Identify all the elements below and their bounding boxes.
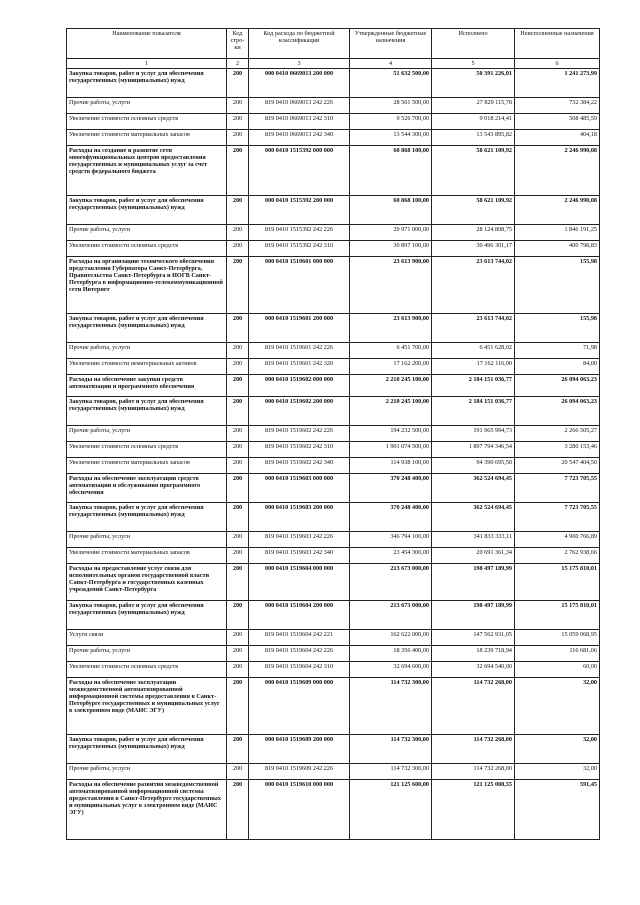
row-budget-code: 819 0410 1519602 242 226 bbox=[249, 426, 350, 442]
row-name: Расходы на обеспечение эксплуатации межведомственной автоматизированной информационной системы предоставления в Санкт-Петербурге государственных и муниципальных услуг в электронном виде (МАИС ЭГУ) bbox=[67, 678, 227, 735]
table-row bbox=[67, 146, 600, 196]
row-line-code: 200 bbox=[227, 130, 249, 146]
row-line-code: 200 bbox=[227, 474, 249, 503]
table-row bbox=[67, 630, 600, 646]
row-executed-amount: 2 184 151 036,77 bbox=[432, 375, 515, 397]
row-line-code: 200 bbox=[227, 241, 249, 257]
row-line-code: 200 bbox=[227, 314, 249, 343]
row-approved-amount: 194 232 500,00 bbox=[350, 426, 432, 442]
row-unexecuted-amount: 26 094 063,23 bbox=[515, 375, 600, 397]
row-budget-code: 000 0410 0669013 200 000 bbox=[249, 69, 350, 98]
row-approved-amount: 23 454 300,00 bbox=[350, 548, 432, 564]
row-budget-code: 819 0410 1515392 242 226 bbox=[249, 225, 350, 241]
row-executed-amount: 198 497 189,99 bbox=[432, 564, 515, 601]
row-approved-amount: 213 673 000,00 bbox=[350, 564, 432, 601]
row-line-code: 200 bbox=[227, 442, 249, 458]
row-budget-code: 819 0410 1519604 242 226 bbox=[249, 646, 350, 662]
row-budget-code: 819 0410 1519601 242 226 bbox=[249, 343, 350, 359]
table-row bbox=[67, 780, 600, 840]
row-approved-amount: 60 868 100,00 bbox=[350, 146, 432, 196]
header-indicator-name: Наименование показателя bbox=[67, 29, 227, 59]
table-row bbox=[67, 601, 600, 630]
row-line-code: 200 bbox=[227, 375, 249, 397]
row-executed-amount: 121 125 008,55 bbox=[432, 780, 515, 840]
row-line-code: 200 bbox=[227, 601, 249, 630]
row-name: Закупка товаров, работ и услуг для обеспечения государственных (муниципальных) нужд bbox=[67, 735, 227, 764]
row-unexecuted-amount: 4 960 766,89 bbox=[515, 532, 600, 548]
row-line-code: 200 bbox=[227, 114, 249, 130]
row-executed-amount: 18 239 718,94 bbox=[432, 646, 515, 662]
row-name: Закупка товаров, работ и услуг для обеспечения государственных (муниципальных) нужд bbox=[67, 314, 227, 343]
table-row bbox=[67, 458, 600, 474]
row-executed-amount: 30 496 301,17 bbox=[432, 241, 515, 257]
row-executed-amount: 20 691 361,34 bbox=[432, 548, 515, 564]
table-row bbox=[67, 564, 600, 601]
table-row bbox=[67, 196, 600, 225]
row-unexecuted-amount: 7 723 705,55 bbox=[515, 474, 600, 503]
row-approved-amount: 162 622 000,00 bbox=[350, 630, 432, 646]
row-executed-amount: 13 543 895,82 bbox=[432, 130, 515, 146]
row-executed-amount: 50 391 226,01 bbox=[432, 69, 515, 98]
row-name: Увеличение стоимости материальных запасов bbox=[67, 130, 227, 146]
budget-execution-table bbox=[66, 28, 600, 840]
row-executed-amount: 114 732 268,00 bbox=[432, 764, 515, 780]
row-executed-amount: 114 732 268,00 bbox=[432, 678, 515, 735]
row-budget-code: 819 0410 1519602 242 310 bbox=[249, 442, 350, 458]
row-executed-amount: 23 613 744,02 bbox=[432, 257, 515, 314]
row-budget-code: 819 0410 0669013 242 340 bbox=[249, 130, 350, 146]
header-unexecuted-appropriations: Неисполненные назначения bbox=[515, 29, 600, 59]
row-unexecuted-amount: 32,00 bbox=[515, 678, 600, 735]
row-line-code: 200 bbox=[227, 678, 249, 735]
header-approved-appropriations: Утвержденные бюджетные назначения bbox=[350, 29, 432, 59]
row-executed-amount: 362 524 694,45 bbox=[432, 503, 515, 532]
row-approved-amount: 32 694 600,00 bbox=[350, 662, 432, 678]
row-unexecuted-amount: 155,98 bbox=[515, 257, 600, 314]
row-executed-amount: 362 524 694,45 bbox=[432, 474, 515, 503]
row-approved-amount: 17 162 200,00 bbox=[350, 359, 432, 375]
row-name: Расходы на создание и развитие сети многофункциональных центров предоставления государственных и муниципальных услуг за счет средств федерального бюджета bbox=[67, 146, 227, 196]
row-line-code: 200 bbox=[227, 630, 249, 646]
row-name: Увеличение стоимости нематериальных активов bbox=[67, 359, 227, 375]
row-line-code: 200 bbox=[227, 548, 249, 564]
row-line-code: 200 bbox=[227, 397, 249, 426]
table-body bbox=[67, 69, 600, 840]
row-executed-amount: 27 829 115,78 bbox=[432, 98, 515, 114]
row-line-code: 200 bbox=[227, 69, 249, 98]
table-row bbox=[67, 130, 600, 146]
row-budget-code: 000 0410 1519603 000 000 bbox=[249, 474, 350, 503]
row-unexecuted-amount: 32,00 bbox=[515, 735, 600, 764]
row-budget-code: 819 0410 1519604 242 310 bbox=[249, 662, 350, 678]
table-row bbox=[67, 225, 600, 241]
table-row bbox=[67, 359, 600, 375]
row-line-code: 200 bbox=[227, 343, 249, 359]
row-executed-amount: 1 897 794 346,54 bbox=[432, 442, 515, 458]
row-executed-amount: 58 621 109,92 bbox=[432, 196, 515, 225]
row-approved-amount: 114 938 100,00 bbox=[350, 458, 432, 474]
row-approved-amount: 9 526 700,00 bbox=[350, 114, 432, 130]
table-row bbox=[67, 678, 600, 735]
column-number: 6 bbox=[515, 59, 600, 69]
row-unexecuted-amount: 155,98 bbox=[515, 314, 600, 343]
row-executed-amount: 28 124 808,75 bbox=[432, 225, 515, 241]
row-budget-code: 000 0410 1519602 000 000 bbox=[249, 375, 350, 397]
row-unexecuted-amount: 15 175 810,01 bbox=[515, 601, 600, 630]
row-budget-code: 000 0410 1515392 000 000 bbox=[249, 146, 350, 196]
table-row bbox=[67, 532, 600, 548]
row-line-code: 200 bbox=[227, 503, 249, 532]
row-approved-amount: 2 210 245 100,00 bbox=[350, 375, 432, 397]
row-unexecuted-amount: 591,45 bbox=[515, 780, 600, 840]
row-approved-amount: 370 248 400,00 bbox=[350, 474, 432, 503]
row-executed-amount: 198 497 189,99 bbox=[432, 601, 515, 630]
table-row bbox=[67, 474, 600, 503]
row-unexecuted-amount: 71,98 bbox=[515, 343, 600, 359]
row-executed-amount: 114 732 268,00 bbox=[432, 735, 515, 764]
row-unexecuted-amount: 508 485,59 bbox=[515, 114, 600, 130]
row-name: Прочие работы, услуги bbox=[67, 98, 227, 114]
header-budget-classification-code: Код расхода по бюджетной классификации bbox=[249, 29, 350, 59]
row-executed-amount: 94 390 695,50 bbox=[432, 458, 515, 474]
row-unexecuted-amount: 32,00 bbox=[515, 764, 600, 780]
row-unexecuted-amount: 7 723 705,55 bbox=[515, 503, 600, 532]
row-unexecuted-amount: 84,00 bbox=[515, 359, 600, 375]
row-executed-amount: 23 613 744,02 bbox=[432, 314, 515, 343]
row-approved-amount: 114 732 300,00 bbox=[350, 764, 432, 780]
row-name: Увеличение стоимости материальных запасов bbox=[67, 548, 227, 564]
table-row bbox=[67, 69, 600, 98]
row-budget-code: 819 0410 0669013 242 310 bbox=[249, 114, 350, 130]
row-executed-amount: 58 621 109,92 bbox=[432, 146, 515, 196]
row-approved-amount: 23 613 900,00 bbox=[350, 314, 432, 343]
row-line-code: 200 bbox=[227, 458, 249, 474]
row-budget-code: 000 0410 1519610 000 000 bbox=[249, 780, 350, 840]
row-line-code: 200 bbox=[227, 532, 249, 548]
row-line-code: 200 bbox=[227, 780, 249, 840]
row-executed-amount: 191 965 994,73 bbox=[432, 426, 515, 442]
row-approved-amount: 23 613 900,00 bbox=[350, 257, 432, 314]
row-line-code: 200 bbox=[227, 564, 249, 601]
row-name: Закупка товаров, работ и услуг для обеспечения государственных (муниципальных) нужд bbox=[67, 503, 227, 532]
table-row bbox=[67, 442, 600, 458]
row-approved-amount: 18 356 400,00 bbox=[350, 646, 432, 662]
row-approved-amount: 1 901 074 500,00 bbox=[350, 442, 432, 458]
row-name: Прочие работы, услуги bbox=[67, 532, 227, 548]
row-budget-code: 000 0410 1519601 200 000 bbox=[249, 314, 350, 343]
row-executed-amount: 9 018 214,41 bbox=[432, 114, 515, 130]
row-line-code: 200 bbox=[227, 662, 249, 678]
row-approved-amount: 370 248 400,00 bbox=[350, 503, 432, 532]
row-executed-amount: 2 184 151 036,77 bbox=[432, 397, 515, 426]
row-budget-code: 819 0410 1519601 242 320 bbox=[249, 359, 350, 375]
row-executed-amount: 32 694 540,00 bbox=[432, 662, 515, 678]
column-number-row bbox=[67, 59, 600, 69]
row-unexecuted-amount: 15 059 068,95 bbox=[515, 630, 600, 646]
table-row bbox=[67, 662, 600, 678]
table-row bbox=[67, 646, 600, 662]
row-approved-amount: 28 561 500,00 bbox=[350, 98, 432, 114]
row-name: Прочие работы, услуги bbox=[67, 343, 227, 359]
row-approved-amount: 2 210 245 100,00 bbox=[350, 397, 432, 426]
table-row bbox=[67, 735, 600, 764]
table-row bbox=[67, 764, 600, 780]
row-name: Расходы на организацию технического обеспечения представления Губернатора Санкт-Петербурга, Правительства Санкт-Петербурга и ИОГВ Санкт-Петербурга в информационно-телекоммуникационной сети Интернет bbox=[67, 257, 227, 314]
row-name: Увеличение стоимости основных средств bbox=[67, 114, 227, 130]
row-approved-amount: 51 632 500,00 bbox=[350, 69, 432, 98]
table-row bbox=[67, 114, 600, 130]
row-unexecuted-amount: 400 798,83 bbox=[515, 241, 600, 257]
table-row bbox=[67, 343, 600, 359]
row-budget-code: 819 0410 1519603 242 226 bbox=[249, 532, 350, 548]
row-line-code: 200 bbox=[227, 426, 249, 442]
row-budget-code: 000 0410 1519603 200 000 bbox=[249, 503, 350, 532]
table-row bbox=[67, 241, 600, 257]
row-unexecuted-amount: 2 762 938,66 bbox=[515, 548, 600, 564]
row-executed-amount: 147 562 931,05 bbox=[432, 630, 515, 646]
column-number: 2 bbox=[227, 59, 249, 69]
row-budget-code: 819 0410 1519603 242 340 bbox=[249, 548, 350, 564]
row-unexecuted-amount: 60,00 bbox=[515, 662, 600, 678]
row-approved-amount: 346 794 100,00 bbox=[350, 532, 432, 548]
table-row bbox=[67, 426, 600, 442]
row-approved-amount: 6 451 700,00 bbox=[350, 343, 432, 359]
row-unexecuted-amount: 732 384,22 bbox=[515, 98, 600, 114]
row-name: Закупка товаров, работ и услуг для обеспечения государственных (муниципальных) нужд bbox=[67, 196, 227, 225]
row-line-code: 200 bbox=[227, 225, 249, 241]
row-name: Расходы на обеспечение эксплуатации средств автоматизации и обслуживания программного обеспечения bbox=[67, 474, 227, 503]
row-unexecuted-amount: 15 175 810,01 bbox=[515, 564, 600, 601]
row-budget-code: 819 0410 1515392 242 310 bbox=[249, 241, 350, 257]
header-line-code: Код стро-ки bbox=[227, 29, 249, 59]
row-line-code: 200 bbox=[227, 735, 249, 764]
row-unexecuted-amount: 3 280 153,46 bbox=[515, 442, 600, 458]
row-budget-code: 000 0410 1519604 000 000 bbox=[249, 564, 350, 601]
row-unexecuted-amount: 2 246 990,08 bbox=[515, 146, 600, 196]
row-budget-code: 819 0410 1519604 242 221 bbox=[249, 630, 350, 646]
row-name: Закупка товаров, работ и услуг для обеспечения государственных (муниципальных) нужд bbox=[67, 69, 227, 98]
header-executed: Исполнено bbox=[432, 29, 515, 59]
table-row bbox=[67, 375, 600, 397]
row-approved-amount: 29 971 000,00 bbox=[350, 225, 432, 241]
row-approved-amount: 114 732 300,00 bbox=[350, 735, 432, 764]
row-line-code: 200 bbox=[227, 257, 249, 314]
row-unexecuted-amount: 2 266 505,27 bbox=[515, 426, 600, 442]
column-number: 5 bbox=[432, 59, 515, 69]
row-approved-amount: 30 897 100,00 bbox=[350, 241, 432, 257]
row-unexecuted-amount: 1 241 273,99 bbox=[515, 69, 600, 98]
row-approved-amount: 213 673 000,00 bbox=[350, 601, 432, 630]
table-row bbox=[67, 98, 600, 114]
row-budget-code: 819 0410 1519602 242 340 bbox=[249, 458, 350, 474]
row-budget-code: 000 0410 1519601 000 000 bbox=[249, 257, 350, 314]
row-budget-code: 000 0410 1519602 200 000 bbox=[249, 397, 350, 426]
table-row bbox=[67, 503, 600, 532]
row-budget-code: 000 0410 1519609 200 000 bbox=[249, 735, 350, 764]
row-name: Прочие работы, услуги bbox=[67, 225, 227, 241]
row-executed-amount: 6 451 628,02 bbox=[432, 343, 515, 359]
table-row bbox=[67, 397, 600, 426]
row-name: Услуги связи bbox=[67, 630, 227, 646]
row-line-code: 200 bbox=[227, 764, 249, 780]
table-row bbox=[67, 257, 600, 314]
row-approved-amount: 114 732 300,00 bbox=[350, 678, 432, 735]
row-name: Прочие работы, услуги bbox=[67, 764, 227, 780]
row-name: Увеличение стоимости материальных запасов bbox=[67, 458, 227, 474]
row-name: Увеличение стоимости основных средств bbox=[67, 442, 227, 458]
row-name: Увеличение стоимости основных средств bbox=[67, 241, 227, 257]
row-budget-code: 819 0410 1519609 242 226 bbox=[249, 764, 350, 780]
row-name: Расходы на предоставление услуг связи для исполнительных органов государственной власти Санкт-Петербурга и государственных казенных учреждений Санкт-Петербурга bbox=[67, 564, 227, 601]
row-executed-amount: 17 162 116,00 bbox=[432, 359, 515, 375]
row-unexecuted-amount: 26 094 063,23 bbox=[515, 397, 600, 426]
column-number: 1 bbox=[67, 59, 227, 69]
row-approved-amount: 121 125 600,00 bbox=[350, 780, 432, 840]
table-header-row bbox=[67, 29, 600, 59]
table-row bbox=[67, 548, 600, 564]
table-row bbox=[67, 314, 600, 343]
row-approved-amount: 60 868 100,00 bbox=[350, 196, 432, 225]
column-number: 3 bbox=[249, 59, 350, 69]
row-name: Расходы на обеспечение закупки средств автоматизации и программного обеспечения bbox=[67, 375, 227, 397]
row-name: Расходы на обеспечение развития межведомственной автоматизированной информационной системы предоставления в Санкт-Петербурге государственных и муниципальных услуг в электронном виде (МАИС ЭГУ) bbox=[67, 780, 227, 840]
row-budget-code: 000 0410 1519609 000 000 bbox=[249, 678, 350, 735]
row-budget-code: 000 0410 1515392 200 000 bbox=[249, 196, 350, 225]
row-approved-amount: 13 544 300,00 bbox=[350, 130, 432, 146]
column-number: 4 bbox=[350, 59, 432, 69]
row-unexecuted-amount: 2 246 990,08 bbox=[515, 196, 600, 225]
row-unexecuted-amount: 116 681,06 bbox=[515, 646, 600, 662]
row-name: Прочие работы, услуги bbox=[67, 646, 227, 662]
row-name: Прочие работы, услуги bbox=[67, 426, 227, 442]
row-name: Закупка товаров, работ и услуг для обеспечения государственных (муниципальных) нужд bbox=[67, 397, 227, 426]
row-unexecuted-amount: 1 846 191,25 bbox=[515, 225, 600, 241]
row-name: Увеличение стоимости основных средств bbox=[67, 662, 227, 678]
row-unexecuted-amount: 404,18 bbox=[515, 130, 600, 146]
row-unexecuted-amount: 20 547 404,50 bbox=[515, 458, 600, 474]
row-line-code: 200 bbox=[227, 646, 249, 662]
row-line-code: 200 bbox=[227, 359, 249, 375]
row-budget-code: 819 0410 0669013 242 226 bbox=[249, 98, 350, 114]
row-executed-amount: 341 833 333,11 bbox=[432, 532, 515, 548]
row-line-code: 200 bbox=[227, 146, 249, 196]
row-budget-code: 000 0410 1519604 200 000 bbox=[249, 601, 350, 630]
row-line-code: 200 bbox=[227, 196, 249, 225]
row-name: Закупка товаров, работ и услуг для обеспечения государственных (муниципальных) нужд bbox=[67, 601, 227, 630]
row-line-code: 200 bbox=[227, 98, 249, 114]
